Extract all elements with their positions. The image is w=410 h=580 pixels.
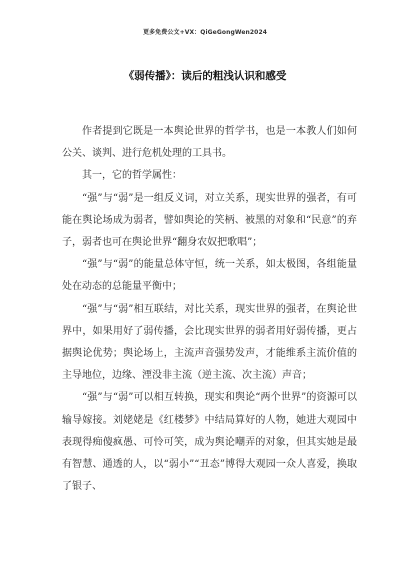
promo-banner: 更多免费公文+VX：QiGeGongWen2024 [142,29,267,36]
paragraph-conversion: “强”与“弱”可以相互转换，现实和舆论“两个世界”的资源可以输导嫁接。刘姥姥是《红楼梦》中结局算好的人物，她进大观园中表现得痴傻疯愚、可怜可笑，成为舆论嘲弄的对象，但其实她是最有智慧、通透的人，以“弱小”“丑态”博得大观园一众人喜爱，换取了银子、 [62,392,357,493]
paragraph-contrast: “强”与“弱”相互联结，对比关系，现实世界的强者，在舆论世界中，如果用好了弱传播，会比现实世界的弱者用好弱传播，更占据舆论优势；舆论场上，主流声音强势发声，才能维系主流价值的主导地位，边缘、湮没非主流（逆主流、次主流）声音； [62,303,357,382]
paragraph-section-heading: 其一，它的哲学属性： [82,170,182,182]
document-body [62,121,357,498]
paragraph-conservation: “强”与“弱”的能量总体守恒，统一关系，如太极图，各组能量处在动态的总能量平衡中； [62,259,357,293]
document-title: 《弱传播》：读后的粗浅认识和感受 [123,70,287,82]
paragraph-opposition: “强”与“弱”是一组反义词，对立关系，现实世界的强者，有可能在舆论场成为弱者，譬如舆论的笑柄、被黑的对象和“民意”的弃子，弱者也可在舆论世界“翻身农奴把歌唱”； [62,192,357,249]
paragraph-intro: 作者提到它既是一本舆论世界的哲学书，也是一本教人们如何公关、谈判、进行危机处理的工具书。 [62,126,357,160]
